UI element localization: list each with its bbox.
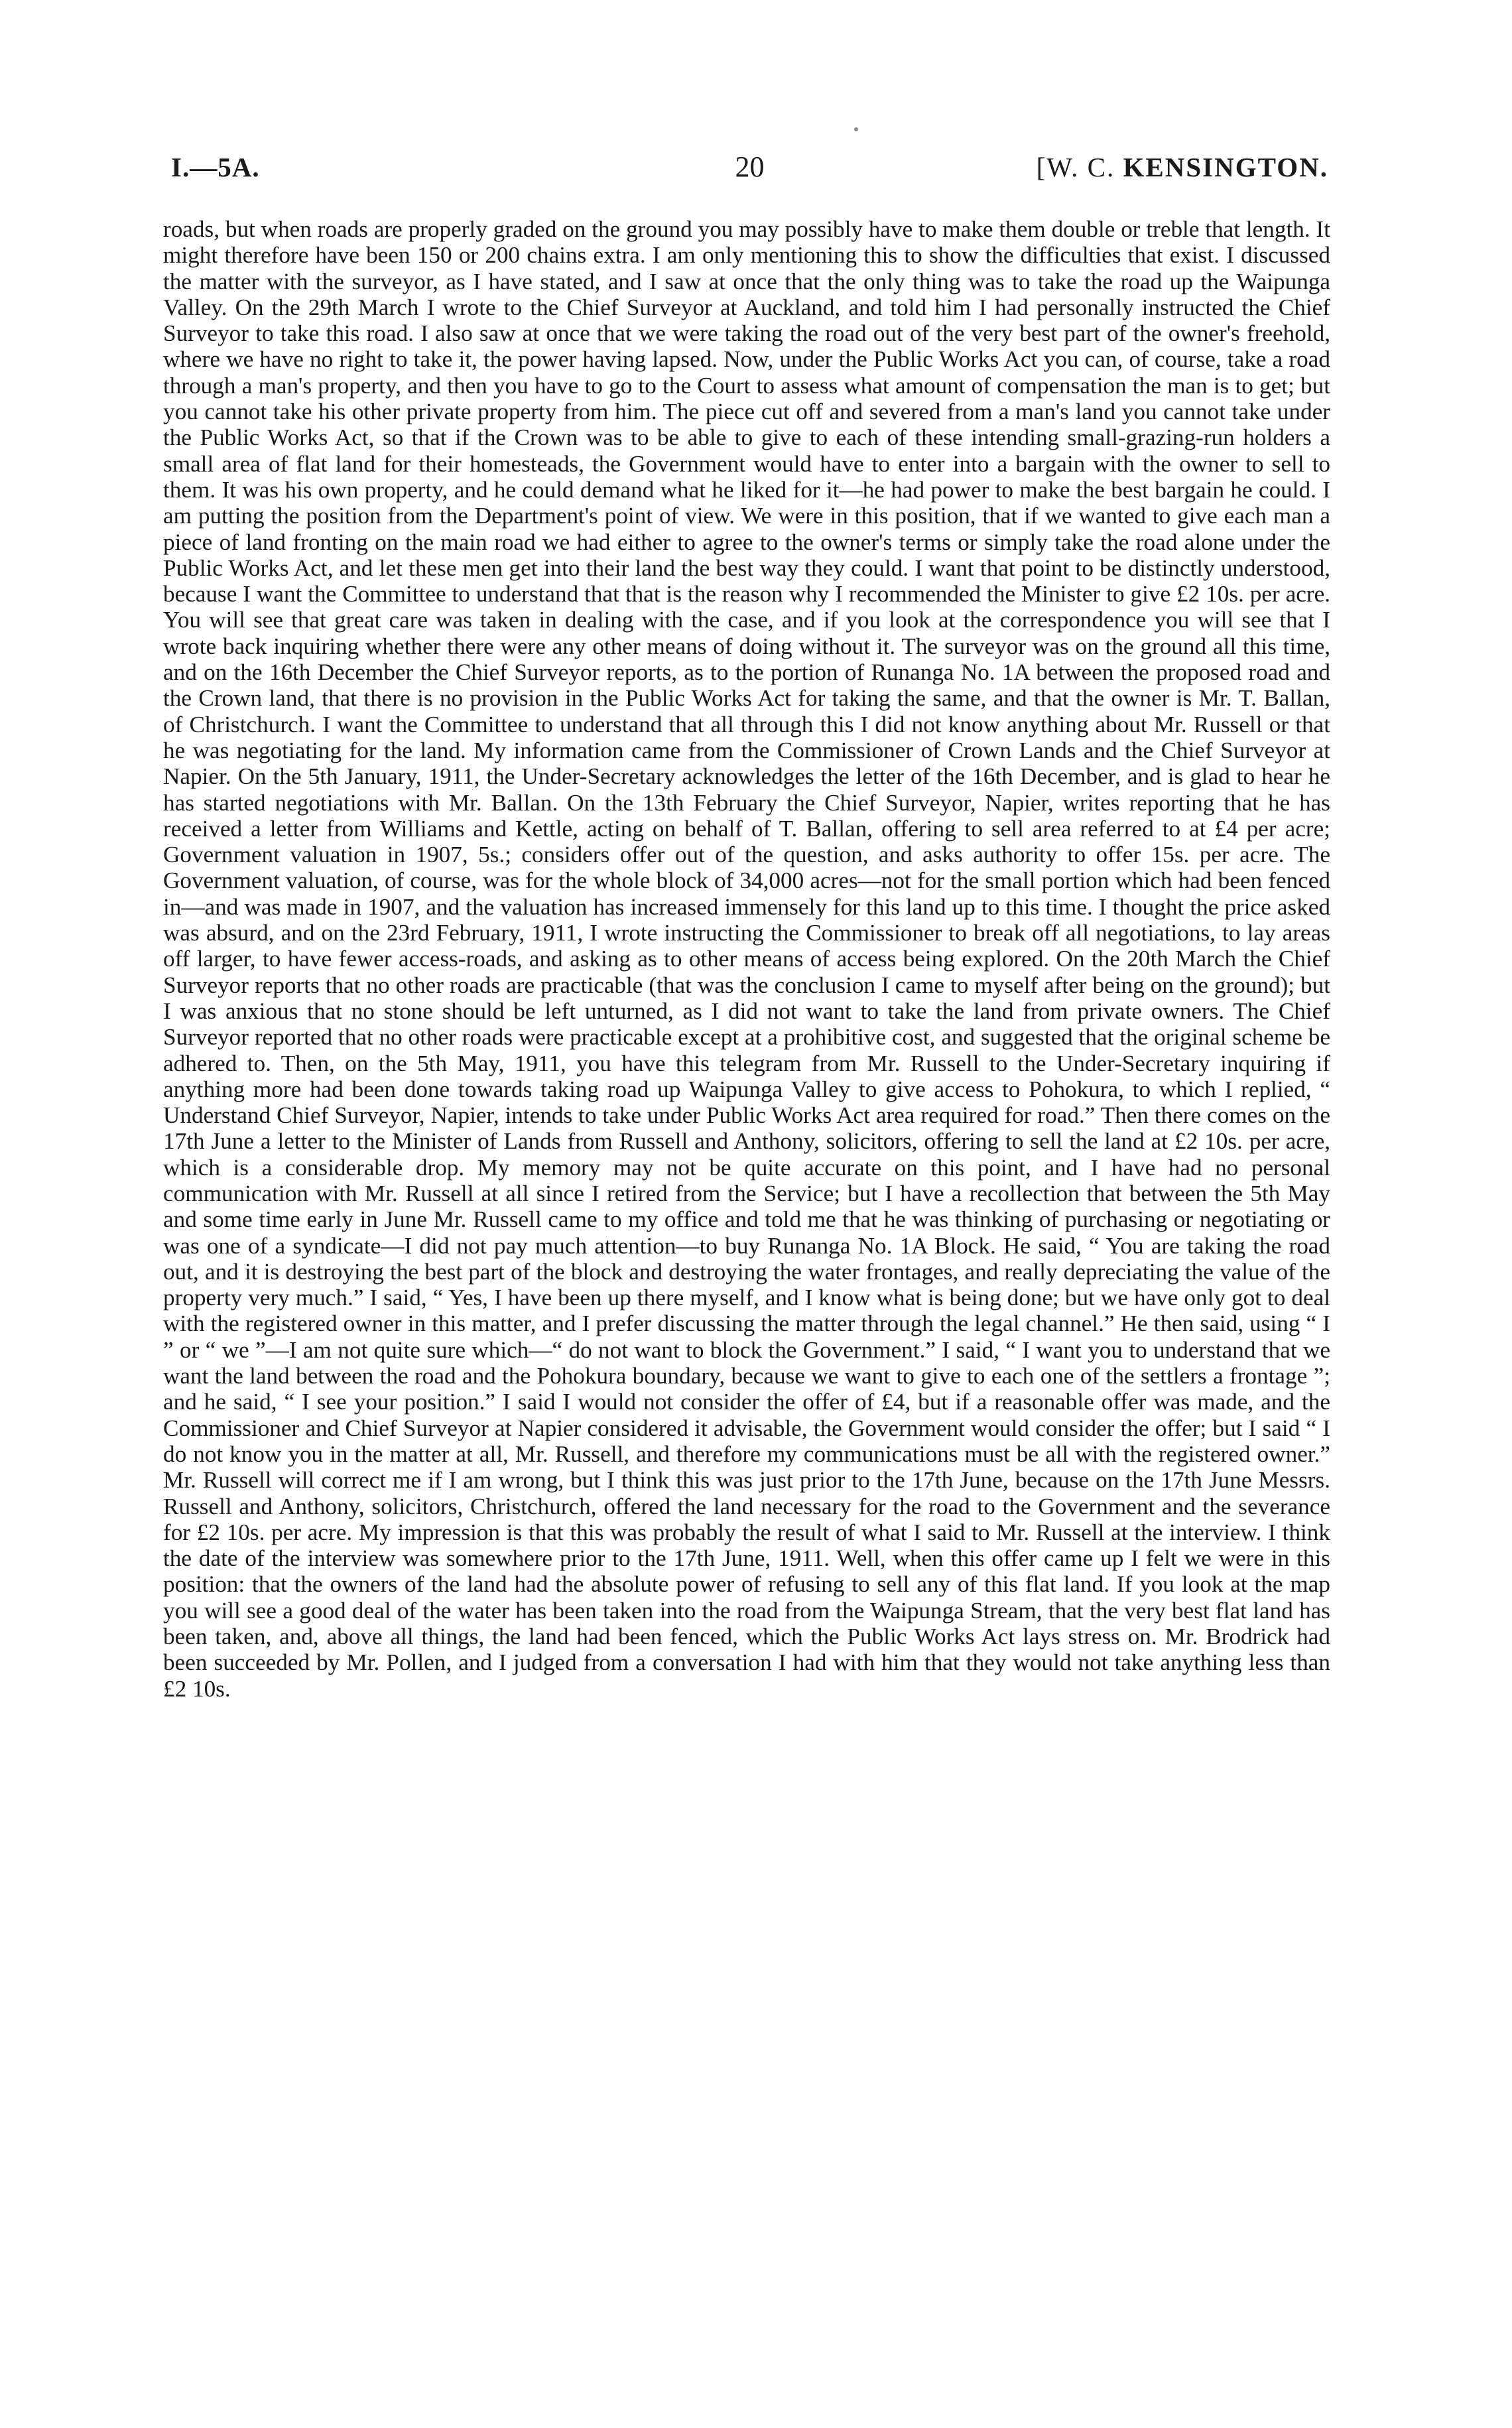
evidence-text [163, 216, 1330, 1702]
page-header [171, 147, 1328, 187]
scan-speck [854, 127, 858, 131]
paper-reference: I.—5A. [171, 152, 260, 182]
witness-name [1037, 147, 1328, 187]
witness-surname: KENSINGTON. [1123, 152, 1328, 182]
witness-initials: [W. C. [1036, 152, 1123, 182]
page-number: 20 [735, 151, 765, 183]
evidence-paragraph: roads, but when roads are properly graded on the ground you may possibly have to make them double or treble that length. It might therefore have been 150 or 200 chains extra. I am only mentioning this to show the difficulties that exist. I discussed the matter with the surveyor, as I have stated, and I saw at once that the only thing was to take the road up the Waipunga Valley. On the 29th March I wrote to the Chief Surveyor at Auckland, and told him I had personally instructed the Chief Surveyor to take this road. I also saw at once that we were taking the road out of the very best part of the owner's freehold, where we have no right to take it, the power having lapsed. Now, under the Public Works Act you can, of course, take a road through a man's property, and then you have to go to the Court to assess what amount of compensation the man is to get; but you cannot take his other private property from him. The piece cut off and severed from a man's land you cannot take under the Public Works Act, so that if the Crown was to be able to give to each of these intending small-grazing-run holders a small area of flat land for their homesteads, the Government would have to enter into a bargain with the owner to sell to them. It was his own property, and he could demand what he liked for it—he had power to make the best bargain he could. I am putting the position from the Department's point of view. We were in this position, that if we wanted to give each man a piece of land fronting on the main road we had either to agree to the owner's terms or simply take the road alone under the Public Works Act, and let these men get into their land the best way they could. I want that point to be distinctly understood, because I want the Committee to understand that that is the reason why I recommended the Minister to give £2 10s. per acre. You will see that great care was taken in dealing with the case, and if you look at the correspondence you will see that I wrote back inquiring whether there were any other means of doing without it. The surveyor was on the ground all this time, and on the 16th December the Chief Surveyor reports, as to the portion of Runanga No. 1A between the proposed road and the Crown land, that there is no provision in the Public Works Act for taking the same, and that the owner is Mr. T. Ballan, of Christchurch. I want the Committee to understand that all through this I did not know anything about Mr. Russell or that he was negotiating for the land. My information came from the Commissioner of Crown Lands and the Chief Surveyor at Napier. On the 5th January, 1911, the Under-Secretary acknowledges the letter of the 16th December, and is glad to hear he has started negotiations with Mr. Ballan. On the 13th February the Chief Surveyor, Napier, writes reporting that he has received a letter from Williams and Kettle, acting on behalf of T. Ballan, offering to sell area referred to at £4 per acre; Government valuation in 1907, 5s.; considers offer out of the question, and asks authority to offer 15s. per acre. The Government valuation, of course, was for the whole block of 34,000 acres—not for the small portion which had been fenced in—and was made in 1907, and the valuation has increased immensely for this land up to this time. I thought the price asked was absurd, and on the 23rd February, 1911, I wrote instructing the Commissioner to break off all negotiations, to lay areas off larger, to have fewer access-roads, and asking as to other means of access being explored. On the 20th March the Chief Surveyor reports that no other roads are practicable (that was the conclusion I came to myself after being on the ground); but I was anxious that no stone should be left unturned, as I did not want to take the land from private owners. The Chief Surveyor reported that no other roads were practicable except at a prohibitive cost, and suggested that the original scheme be adhered to. Then, on the 5th May, 1911, you have this telegram from Mr. Russell to the Under-Secretary inquiring if anything more had been done towards taking road up Waipunga Valley to give access to Pohokura, to which I replied, “ Understand Chief Surveyor, Napier, intends to take under Public Works Act area required for road.” Then there comes on the 17th June a letter to the Minister of Lands from Russell and Anthony, solicitors, offering to sell the land at £2 10s. per acre, which is a considerable drop. My memory may not be quite accurate on this point, and I have had no personal communication with Mr. Russell at all since I retired from the Service; but I have a recollection that between the 5th May and some time early in June Mr. Russell came to my office and told me that he was thinking of purchasing or negotiating or was one of a syndicate—I did not pay much attention—to buy Runanga No. 1A Block. He said, “ You are taking the road out, and it is destroying the best part of the block and destroying the water frontages, and really depreciating the value of the property very much.” I said, “ Yes, I have been up there myself, and I know what is being done; but we have only got to deal with the registered owner in this matter, and I prefer discussing the matter through the legal channel.” He then said, using “ I ” or “ we ”—I am not quite sure which—“ do not want to block the Government.” I said, “ I want you to understand that we want the land between the road and the Pohokura boundary, because we want to give to each one of the settlers a frontage ”; and he said, “ I see your position.” I said I would not consider the offer of £4, but if a reasonable offer was made, and the Commissioner and Chief Surveyor at Napier considered it advisable, the Government would consider the offer; but I said “ I do not know you in the matter at all, Mr. Russell, and therefore my communications must be all with the registered owner.” Mr. Russell will correct me if I am wrong, but I think this was just prior to the 17th June, because on the 17th June Messrs. Russell and Anthony, solicitors, Christchurch, offered the land necessary for the road to the Government and the severance for £2 10s. per acre. My impression is that this was probably the result of what I said to Mr. Russell at the interview. I think the date of the interview was somewhere prior to the 17th June, 1911. Well, when this offer came up I felt we were in this position: that the owners of the land had the absolute power of refusing to sell any of this flat land. If you look at the map you will see a good deal of the water has been taken into the road from the Waipunga Stream, that the very best flat land has been taken, and, above all things, the land had been fenced, which the Public Works Act lays stress on. Mr. Brodrick had been succeeded by Mr. Pollen, and I judged from a conversation I had with him that they would not take anything less than £2 10s. [163, 216, 1330, 1702]
